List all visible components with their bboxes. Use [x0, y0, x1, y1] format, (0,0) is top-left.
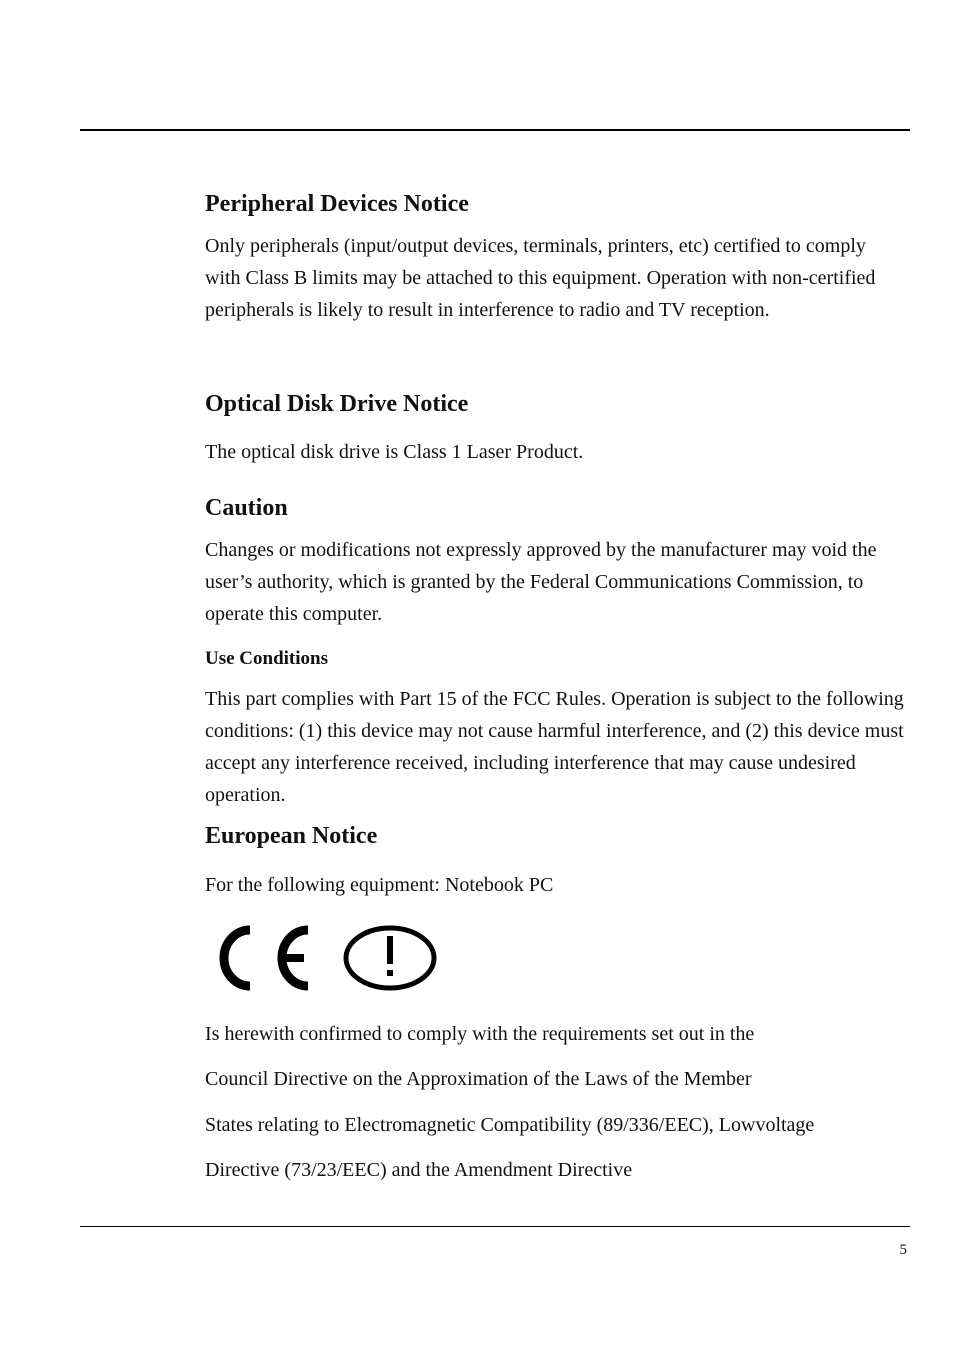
alert-circle-icon [346, 928, 434, 988]
caution-body: Changes or modifications not expressly approved by the manufacturer may void the user’s authority, which is granted by the Federal Communications Commission, to operate this computer. [205, 539, 877, 625]
optical-body: The optical disk drive is Class 1 Laser Product. [205, 441, 584, 463]
optical-heading: Optical Disk Drive Notice [205, 391, 469, 417]
ce-mark-icon [224, 930, 308, 986]
european-line-1: Is herewith confirmed to comply with the requirements set out in the [205, 1023, 755, 1045]
page-number: 5 [899, 1242, 907, 1258]
peripheral-heading: Peripheral Devices Notice [205, 191, 469, 217]
caution-heading: Caution [205, 495, 288, 521]
compliance-marks [210, 918, 450, 998]
peripheral-body: Only peripherals (input/output devices, terminals, printers, etc) certified to comply with Class B limits may be attached to this equipment. Operation with non-certified peripherals is likely to result in interference to radio and TV reception. [205, 235, 876, 321]
use-conditions-body: This part complies with Part 15 of the FCC Rules. Operation is subject to the following conditions: (1) this device may not cause harmful interference, and (2) this device must accept any interference received, including interference that may cause undesired operation. [205, 688, 904, 806]
european-line-3: States relating to Electromagnetic Compatibility (89/336/EEC), Lowvoltage [205, 1114, 815, 1136]
european-heading: European Notice [205, 823, 378, 849]
compliance-marks-svg [210, 918, 450, 998]
use-conditions-heading: Use Conditions [205, 648, 328, 669]
footer-rule [80, 1226, 910, 1227]
european-equipment: For the following equipment: Notebook PC [205, 874, 554, 896]
european-line-2: Council Directive on the Approximation of the Laws of the Member [205, 1068, 752, 1090]
header-rule [80, 129, 910, 131]
european-line-4: Directive (73/23/EEC) and the Amendment Directive [205, 1159, 633, 1181]
